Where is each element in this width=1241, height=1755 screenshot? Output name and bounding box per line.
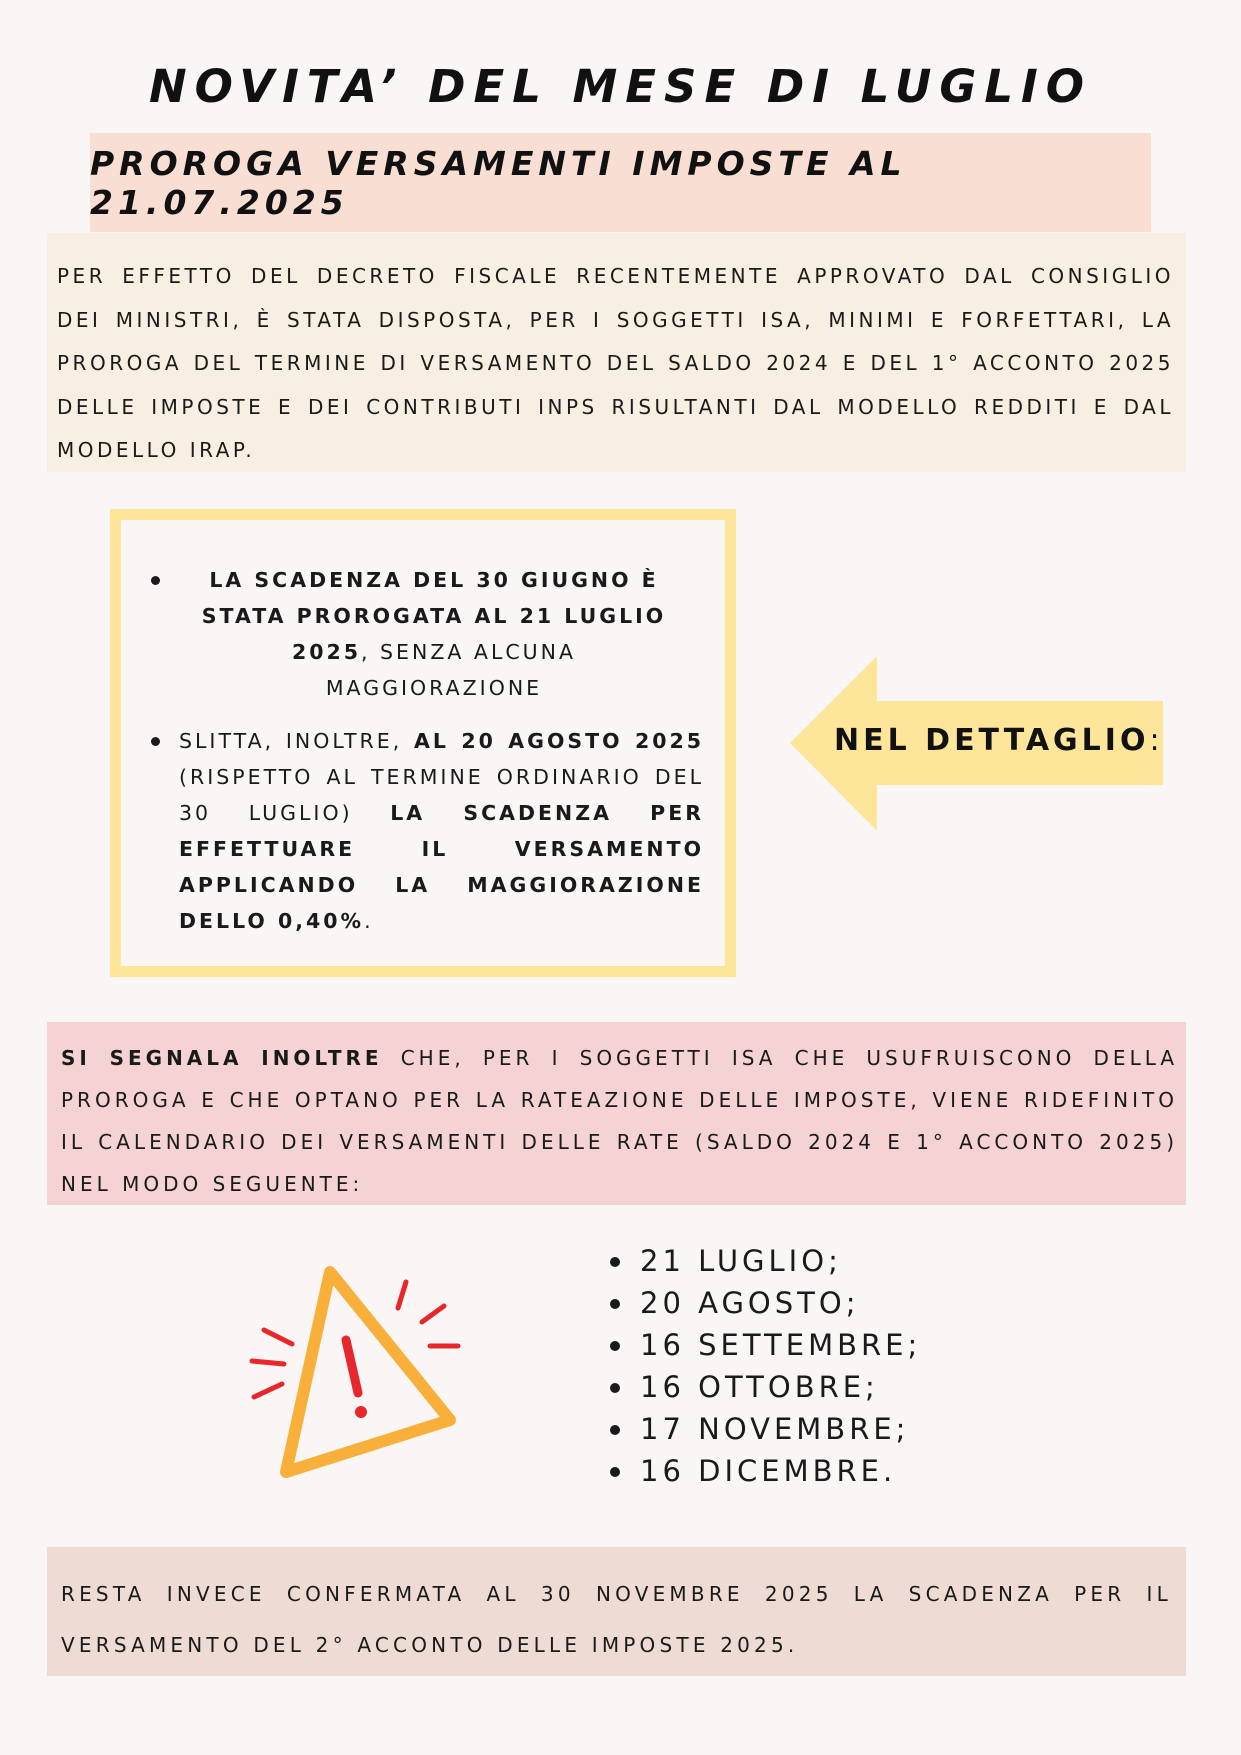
notice-bold: SI SEGNALA INOLTRE bbox=[61, 1046, 383, 1070]
page-subtitle: PROROGA VERSAMENTI IMPOSTE AL 21.07.2025 bbox=[90, 143, 907, 222]
detail-first-rest: , SENZA ALCUNA MAGGIORAZIONE bbox=[325, 640, 577, 700]
detail-second-c: (RISPETTO AL TERMINE ORDINARIO DEL 30 LUGLIO) bbox=[179, 765, 704, 825]
list-item: 17 NOVEMBRE; bbox=[606, 1408, 921, 1450]
notice-section bbox=[47, 1022, 1186, 1205]
details-box bbox=[110, 509, 736, 977]
list-item: 16 DICEMBRE. bbox=[606, 1450, 921, 1492]
detail-first-bold: LA SCADENZA DEL 30 GIUGNO È STATA PROROGATA AL 21 LUGLIO 2025 bbox=[201, 568, 667, 664]
intro-section bbox=[47, 233, 1186, 472]
bullet-icon bbox=[151, 576, 160, 585]
page-title: NOVITA’ DEL MESE DI LUGLIO bbox=[148, 60, 1092, 113]
footer-text: RESTA INVECE CONFERMATA AL 30 NOVEMBRE 2025 LA SCADENZA PER IL VERSAMENTO DEL 2° ACCONTO DELLE IMPOSTE 2025. bbox=[61, 1582, 1172, 1657]
subtitle-banner bbox=[90, 133, 1151, 232]
arrow-label bbox=[834, 723, 1164, 758]
dates-list bbox=[606, 1240, 921, 1492]
arrow-label-text: NEL DETTAGLIO bbox=[834, 723, 1150, 758]
warning-triangle-icon bbox=[246, 1262, 471, 1487]
notice-text bbox=[61, 1037, 1178, 1205]
detail-second-a: SLITTA, INOLTRE, bbox=[179, 729, 415, 753]
list-item: 16 SETTEMBRE; bbox=[606, 1324, 921, 1366]
notice-body: CHE, PER I SOGGETTI ISA CHE USUFRUISCONO DELLA PROROGA E CHE OPTANO PER LA RATEAZIONE DELLE IMPOSTE, VIENE RIDEFINITO IL CALENDARIO DEI VERSAMENTI DELLE RATE (SALDO 2024 E 1° ACCONTO 2025) NEL MODO SEGUENTE: bbox=[61, 1046, 1178, 1196]
detail-second-d: LA SCADENZA PER EFFETTUARE IL VERSAMENTO APPLICANDO LA MAGGIORAZIONE DELLO 0,40% bbox=[179, 801, 704, 933]
arrow-label-colon: : bbox=[1149, 723, 1164, 758]
detail-second-b: AL 20 AGOSTO 2025 bbox=[414, 729, 705, 753]
intro-text: PER EFFETTO DEL DECRETO FISCALE RECENTEMENTE APPROVATO DAL CONSIGLIO DEI MINISTRI, È STATA DISPOSTA, PER I SOGGETTI ISA, MINIMI E FORFETTARI, LA PROROGA DEL TERMINE DI VERSAMENTO DEL SALDO 2024 E DEL 1° ACCONTO 2025 DELLE IMPOSTE E DEI CONTRIBUTI INPS RISULTANTI DAL MODELLO REDDITI E DAL MODELLO IRAP. bbox=[57, 264, 1174, 462]
detail-second bbox=[179, 723, 704, 939]
bullet-icon bbox=[151, 737, 160, 746]
list-item: 21 LUGLIO; bbox=[606, 1240, 921, 1282]
detail-second-e: . bbox=[364, 909, 374, 933]
list-item: 16 OTTOBRE; bbox=[606, 1366, 921, 1408]
detail-first bbox=[189, 562, 679, 706]
footer-section bbox=[47, 1547, 1186, 1676]
list-item: 20 AGOSTO; bbox=[606, 1282, 921, 1324]
